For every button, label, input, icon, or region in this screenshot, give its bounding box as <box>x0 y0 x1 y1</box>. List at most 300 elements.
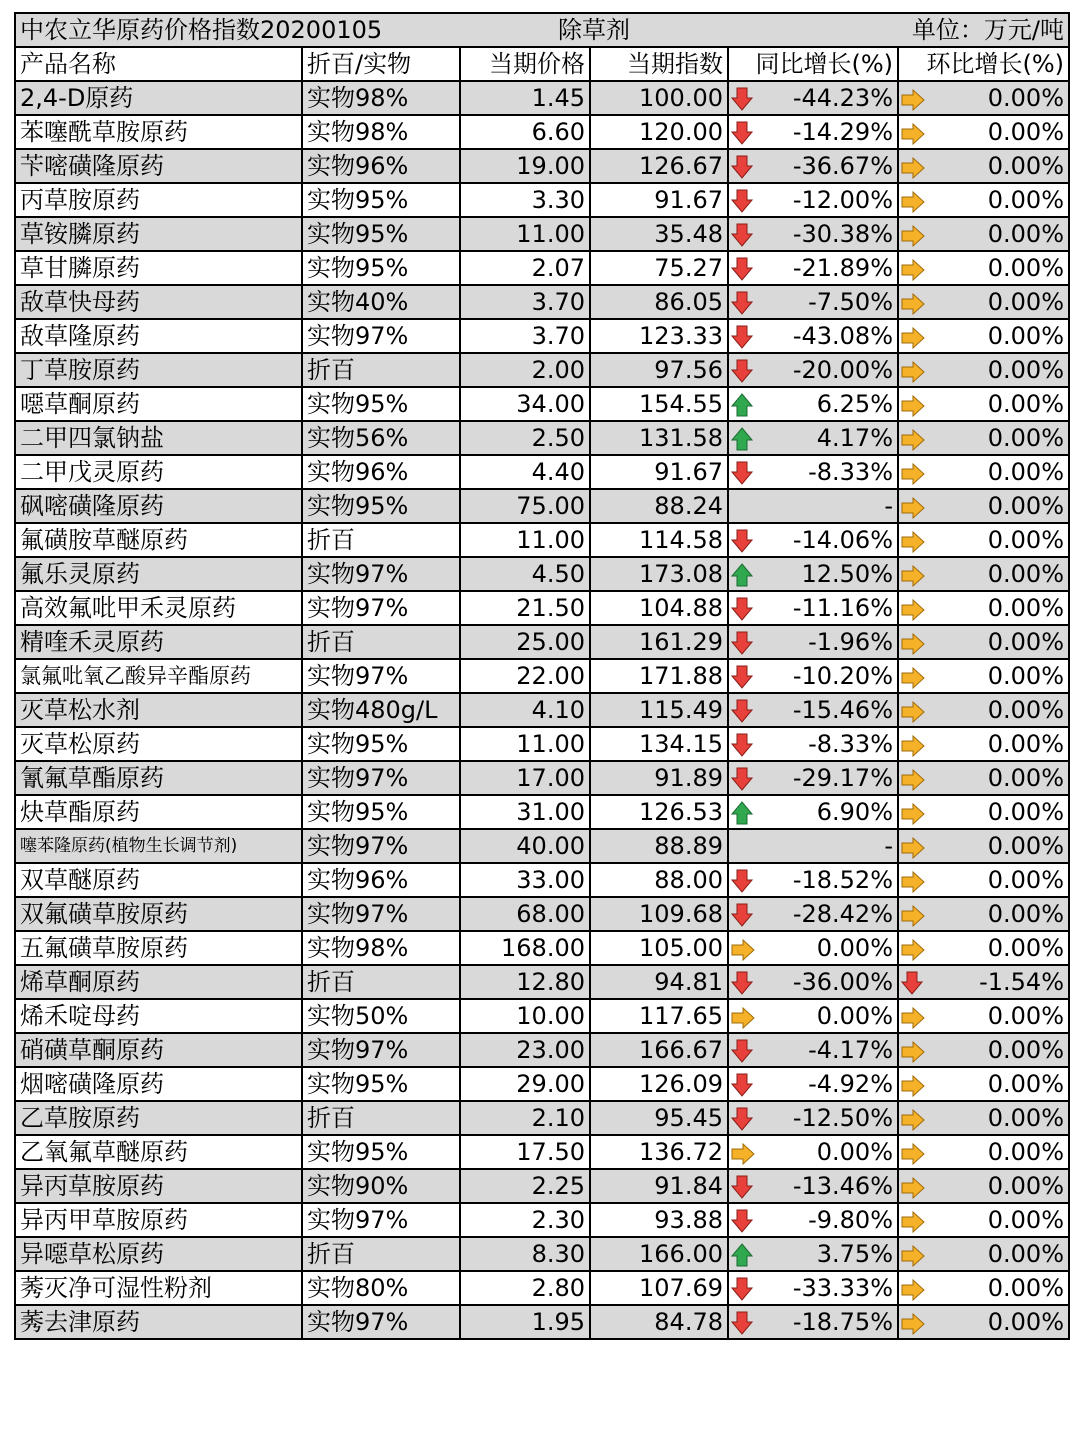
index-cell: 75.27 <box>590 251 728 285</box>
product-name-cell: 氟磺胺草醚原药 <box>15 523 302 557</box>
right-arrow-icon <box>901 903 923 927</box>
mom-cell <box>898 829 1069 863</box>
spec-cell: 实物98% <box>302 81 460 115</box>
yoy-cell <box>728 387 898 421</box>
right-arrow-icon <box>901 699 923 723</box>
right-arrow-icon <box>901 495 923 519</box>
mom-cell <box>898 693 1069 727</box>
product-name-cell: 异丙甲草胺原药 <box>15 1203 302 1237</box>
table-row <box>15 217 1069 251</box>
product-name-cell: 噁草酮原药 <box>15 387 302 421</box>
yoy-cell <box>728 965 898 999</box>
yoy-value: -9.80% <box>808 1206 893 1234</box>
mom-cell <box>898 591 1069 625</box>
mom-cell <box>898 1101 1069 1135</box>
down-arrow-icon <box>731 699 753 723</box>
mom-value: 0.00% <box>987 730 1064 758</box>
table-row <box>15 727 1069 761</box>
yoy-value: 0.00% <box>816 1002 893 1030</box>
up-arrow-icon <box>731 801 753 825</box>
mom-value: 0.00% <box>987 288 1064 316</box>
price-cell: 1.95 <box>460 1305 590 1339</box>
header-spec: 折百/实物 <box>302 47 460 81</box>
table-row <box>15 659 1069 693</box>
unit-label: 单位：万元/吨 <box>728 13 1069 47</box>
right-arrow-icon <box>901 1243 923 1267</box>
right-arrow-icon <box>901 155 923 179</box>
spec-cell: 实物95% <box>302 1135 460 1169</box>
index-cell: 131.58 <box>590 421 728 455</box>
yoy-value: -14.06% <box>792 526 893 554</box>
price-index-table <box>14 12 1070 1340</box>
yoy-cell <box>728 999 898 1033</box>
mom-cell <box>898 149 1069 183</box>
yoy-value: -29.17% <box>792 764 893 792</box>
mom-cell <box>898 421 1069 455</box>
table-row <box>15 1169 1069 1203</box>
index-cell: 126.67 <box>590 149 728 183</box>
yoy-value: -21.89% <box>792 254 893 282</box>
index-cell: 93.88 <box>590 1203 728 1237</box>
mom-value: 0.00% <box>987 1070 1064 1098</box>
index-cell: 126.09 <box>590 1067 728 1101</box>
right-arrow-icon <box>901 1175 923 1199</box>
yoy-value: 4.17% <box>816 424 893 452</box>
down-arrow-icon <box>731 733 753 757</box>
mom-cell <box>898 1305 1069 1339</box>
table-row <box>15 523 1069 557</box>
yoy-value: 6.90% <box>816 798 893 826</box>
mom-cell <box>898 727 1069 761</box>
down-arrow-icon <box>731 631 753 655</box>
yoy-value: -15.46% <box>792 696 893 724</box>
mom-value: 0.00% <box>987 84 1064 112</box>
down-arrow-icon <box>731 1175 753 1199</box>
mom-cell <box>898 625 1069 659</box>
yoy-cell <box>728 455 898 489</box>
product-name-cell: 噻苯隆原药(植物生长调节剂) <box>15 829 302 863</box>
right-arrow-icon <box>901 325 923 349</box>
table-row <box>15 1237 1069 1271</box>
down-arrow-icon <box>731 325 753 349</box>
product-name-cell: 双草醚原药 <box>15 863 302 897</box>
header-price: 当期价格 <box>460 47 590 81</box>
price-index-sheet <box>14 12 1068 1340</box>
table-row <box>15 795 1069 829</box>
mom-cell <box>898 285 1069 319</box>
price-cell: 68.00 <box>460 897 590 931</box>
yoy-value: -7.50% <box>808 288 893 316</box>
product-name-cell: 灭草松水剂 <box>15 693 302 727</box>
index-cell: 91.89 <box>590 761 728 795</box>
spec-cell: 实物95% <box>302 217 460 251</box>
down-arrow-icon <box>731 903 753 927</box>
price-cell: 34.00 <box>460 387 590 421</box>
index-cell: 97.56 <box>590 353 728 387</box>
yoy-value: 0.00% <box>816 934 893 962</box>
index-cell: 166.67 <box>590 1033 728 1067</box>
down-arrow-icon <box>731 1209 753 1233</box>
yoy-value: -14.29% <box>792 118 893 146</box>
yoy-cell <box>728 421 898 455</box>
index-cell: 88.00 <box>590 863 728 897</box>
mom-value: 0.00% <box>987 152 1064 180</box>
mom-value: 0.00% <box>987 118 1064 146</box>
index-cell: 107.69 <box>590 1271 728 1305</box>
header-row <box>15 47 1069 81</box>
price-cell: 3.70 <box>460 285 590 319</box>
index-cell: 95.45 <box>590 1101 728 1135</box>
title-row <box>15 13 1069 47</box>
table-row <box>15 1203 1069 1237</box>
mom-cell <box>898 1169 1069 1203</box>
table-row <box>15 557 1069 591</box>
right-arrow-icon <box>901 1277 923 1301</box>
spec-cell: 折百 <box>302 353 460 387</box>
mom-value: 0.00% <box>987 662 1064 690</box>
header-product-name: 产品名称 <box>15 47 302 81</box>
mom-cell <box>898 353 1069 387</box>
spec-cell: 实物95% <box>302 183 460 217</box>
price-cell: 25.00 <box>460 625 590 659</box>
product-name-cell: 硝磺草酮原药 <box>15 1033 302 1067</box>
yoy-value: -28.42% <box>792 900 893 928</box>
table-body <box>15 13 1069 1339</box>
table-row <box>15 897 1069 931</box>
right-arrow-icon <box>901 1141 923 1165</box>
price-cell: 75.00 <box>460 489 590 523</box>
price-cell: 12.80 <box>460 965 590 999</box>
mom-value: 0.00% <box>987 832 1064 860</box>
spec-cell: 实物97% <box>302 1203 460 1237</box>
product-name-cell: 二甲戊灵原药 <box>15 455 302 489</box>
right-arrow-icon <box>901 393 923 417</box>
mom-value: 0.00% <box>987 186 1064 214</box>
yoy-cell <box>728 557 898 591</box>
table-row <box>15 693 1069 727</box>
table-row <box>15 1135 1069 1169</box>
mom-value: 0.00% <box>987 424 1064 452</box>
product-name-cell: 五氟磺草胺原药 <box>15 931 302 965</box>
spec-cell: 实物97% <box>302 761 460 795</box>
price-cell: 2.80 <box>460 1271 590 1305</box>
right-arrow-icon <box>901 189 923 213</box>
mom-cell <box>898 999 1069 1033</box>
product-name-cell: 异丙草胺原药 <box>15 1169 302 1203</box>
spec-cell: 实物80% <box>302 1271 460 1305</box>
spec-cell: 实物97% <box>302 591 460 625</box>
yoy-cell <box>728 897 898 931</box>
down-arrow-icon <box>731 767 753 791</box>
mom-cell <box>898 523 1069 557</box>
yoy-value: - <box>884 832 893 860</box>
table-row <box>15 1305 1069 1339</box>
price-cell: 17.00 <box>460 761 590 795</box>
table-row <box>15 1101 1069 1135</box>
mom-cell <box>898 863 1069 897</box>
yoy-value: 0.00% <box>816 1138 893 1166</box>
yoy-cell <box>728 1169 898 1203</box>
spec-cell: 折百 <box>302 523 460 557</box>
yoy-cell <box>728 81 898 115</box>
yoy-cell <box>728 319 898 353</box>
spec-cell: 实物97% <box>302 1033 460 1067</box>
index-cell: 91.67 <box>590 455 728 489</box>
mom-cell <box>898 115 1069 149</box>
index-cell: 88.89 <box>590 829 728 863</box>
table-row <box>15 455 1069 489</box>
yoy-cell <box>728 795 898 829</box>
spec-cell: 实物97% <box>302 319 460 353</box>
header-index: 当期指数 <box>590 47 728 81</box>
spec-cell: 折百 <box>302 1101 460 1135</box>
mom-value: 0.00% <box>987 1240 1064 1268</box>
mom-cell <box>898 217 1069 251</box>
mom-value: 0.00% <box>987 696 1064 724</box>
down-arrow-icon <box>731 189 753 213</box>
product-name-cell: 烟嘧磺隆原药 <box>15 1067 302 1101</box>
down-arrow-icon <box>731 1277 753 1301</box>
price-cell: 40.00 <box>460 829 590 863</box>
mom-cell <box>898 897 1069 931</box>
spec-cell: 实物95% <box>302 795 460 829</box>
yoy-value: -30.38% <box>792 220 893 248</box>
table-row <box>15 81 1069 115</box>
product-name-cell: 砜嘧磺隆原药 <box>15 489 302 523</box>
mom-cell <box>898 1067 1069 1101</box>
down-arrow-icon <box>731 1311 753 1335</box>
yoy-cell <box>728 1033 898 1067</box>
yoy-value: 3.75% <box>816 1240 893 1268</box>
right-arrow-icon <box>901 801 923 825</box>
mom-cell <box>898 81 1069 115</box>
index-cell: 126.53 <box>590 795 728 829</box>
product-name-cell: 莠灭净可湿性粉剂 <box>15 1271 302 1305</box>
yoy-cell <box>728 1237 898 1271</box>
mom-cell <box>898 455 1069 489</box>
mom-cell <box>898 489 1069 523</box>
price-cell: 29.00 <box>460 1067 590 1101</box>
header-yoy: 同比增长(%) <box>728 47 898 81</box>
mom-value: 0.00% <box>987 1138 1064 1166</box>
right-arrow-icon <box>901 427 923 451</box>
price-cell: 2.07 <box>460 251 590 285</box>
index-cell: 105.00 <box>590 931 728 965</box>
product-name-cell: 草铵膦原药 <box>15 217 302 251</box>
yoy-cell <box>728 1271 898 1305</box>
mom-value: 0.00% <box>987 1172 1064 1200</box>
right-arrow-icon <box>901 1005 923 1029</box>
product-name-cell: 苯噻酰草胺原药 <box>15 115 302 149</box>
down-arrow-icon <box>731 155 753 179</box>
product-name-cell: 草甘膦原药 <box>15 251 302 285</box>
table-row <box>15 863 1069 897</box>
yoy-cell <box>728 183 898 217</box>
right-arrow-icon <box>901 835 923 859</box>
yoy-value: - <box>884 492 893 520</box>
table-row <box>15 353 1069 387</box>
product-name-cell: 精喹禾灵原药 <box>15 625 302 659</box>
product-name-cell: 二甲四氯钠盐 <box>15 421 302 455</box>
spec-cell: 实物96% <box>302 149 460 183</box>
price-cell: 11.00 <box>460 217 590 251</box>
down-arrow-icon <box>731 665 753 689</box>
down-arrow-icon <box>731 87 753 111</box>
yoy-value: -12.50% <box>792 1104 893 1132</box>
index-cell: 134.15 <box>590 727 728 761</box>
right-arrow-icon <box>731 937 753 961</box>
table-row <box>15 591 1069 625</box>
mom-cell <box>898 1203 1069 1237</box>
product-name-cell: 苄嘧磺隆原药 <box>15 149 302 183</box>
yoy-cell <box>728 625 898 659</box>
spec-cell: 实物480g/L <box>302 693 460 727</box>
spec-cell: 实物96% <box>302 863 460 897</box>
yoy-value: -20.00% <box>792 356 893 384</box>
mom-value: 0.00% <box>987 458 1064 486</box>
table-row <box>15 115 1069 149</box>
down-arrow-icon <box>731 291 753 315</box>
yoy-cell <box>728 727 898 761</box>
table-row <box>15 965 1069 999</box>
right-arrow-icon <box>901 733 923 757</box>
price-cell: 17.50 <box>460 1135 590 1169</box>
right-arrow-icon <box>901 291 923 315</box>
table-row <box>15 999 1069 1033</box>
spec-cell: 实物96% <box>302 455 460 489</box>
yoy-cell <box>728 761 898 795</box>
mom-cell <box>898 965 1069 999</box>
index-cell: 136.72 <box>590 1135 728 1169</box>
index-cell: 86.05 <box>590 285 728 319</box>
mom-cell <box>898 659 1069 693</box>
mom-cell <box>898 1271 1069 1305</box>
mom-cell <box>898 557 1069 591</box>
yoy-cell <box>728 149 898 183</box>
down-arrow-icon <box>731 1107 753 1131</box>
right-arrow-icon <box>901 1209 923 1233</box>
product-name-cell: 乙氧氟草醚原药 <box>15 1135 302 1169</box>
mom-value: 0.00% <box>987 526 1064 554</box>
right-arrow-icon <box>901 223 923 247</box>
right-arrow-icon <box>901 257 923 281</box>
index-cell: 94.81 <box>590 965 728 999</box>
price-cell: 23.00 <box>460 1033 590 1067</box>
spec-cell: 实物50% <box>302 999 460 1033</box>
mom-value: 0.00% <box>987 866 1064 894</box>
mom-cell <box>898 1033 1069 1067</box>
yoy-cell <box>728 523 898 557</box>
yoy-cell <box>728 931 898 965</box>
right-arrow-icon <box>731 1005 753 1029</box>
right-arrow-icon <box>731 1141 753 1165</box>
index-cell: 35.48 <box>590 217 728 251</box>
mom-value: 0.00% <box>987 254 1064 282</box>
index-cell: 154.55 <box>590 387 728 421</box>
yoy-cell <box>728 1067 898 1101</box>
price-cell: 2.25 <box>460 1169 590 1203</box>
down-arrow-icon <box>731 257 753 281</box>
table-row <box>15 761 1069 795</box>
yoy-value: -1.96% <box>808 628 893 656</box>
yoy-value: -44.23% <box>792 84 893 112</box>
table-row <box>15 489 1069 523</box>
price-cell: 11.00 <box>460 727 590 761</box>
price-cell: 2.30 <box>460 1203 590 1237</box>
yoy-cell <box>728 591 898 625</box>
price-cell: 11.00 <box>460 523 590 557</box>
product-name-cell: 敌草隆原药 <box>15 319 302 353</box>
mom-value: 0.00% <box>987 594 1064 622</box>
price-cell: 168.00 <box>460 931 590 965</box>
price-cell: 33.00 <box>460 863 590 897</box>
index-cell: 161.29 <box>590 625 728 659</box>
product-name-cell: 灭草松原药 <box>15 727 302 761</box>
down-arrow-icon <box>731 971 753 995</box>
yoy-value: -8.33% <box>808 730 893 758</box>
mom-value: 0.00% <box>987 1036 1064 1064</box>
yoy-value: -13.46% <box>792 1172 893 1200</box>
mom-value: 0.00% <box>987 1308 1064 1336</box>
price-cell: 2.10 <box>460 1101 590 1135</box>
product-name-cell: 丙草胺原药 <box>15 183 302 217</box>
index-cell: 91.67 <box>590 183 728 217</box>
right-arrow-icon <box>901 529 923 553</box>
yoy-cell <box>728 863 898 897</box>
table-row <box>15 829 1069 863</box>
spec-cell: 实物90% <box>302 1169 460 1203</box>
yoy-value: -8.33% <box>808 458 893 486</box>
down-arrow-icon <box>731 1039 753 1063</box>
product-name-cell: 炔草酯原药 <box>15 795 302 829</box>
yoy-cell <box>728 285 898 319</box>
spec-cell: 实物95% <box>302 489 460 523</box>
mom-value: 0.00% <box>987 798 1064 826</box>
yoy-value: 12.50% <box>801 560 893 588</box>
product-name-cell: 丁草胺原药 <box>15 353 302 387</box>
mom-value: 0.00% <box>987 1002 1064 1030</box>
mom-value: 0.00% <box>987 1104 1064 1132</box>
yoy-cell <box>728 489 898 523</box>
mom-cell <box>898 795 1069 829</box>
up-arrow-icon <box>731 563 753 587</box>
price-cell: 4.40 <box>460 455 590 489</box>
index-cell: 171.88 <box>590 659 728 693</box>
product-name-cell: 氟乐灵原药 <box>15 557 302 591</box>
yoy-cell <box>728 1305 898 1339</box>
index-cell: 173.08 <box>590 557 728 591</box>
right-arrow-icon <box>901 937 923 961</box>
header-mom: 环比增长(%) <box>898 47 1069 81</box>
mom-value: 0.00% <box>987 628 1064 656</box>
up-arrow-icon <box>731 1243 753 1267</box>
mom-cell <box>898 387 1069 421</box>
index-cell: 120.00 <box>590 115 728 149</box>
category-title: 除草剂 <box>460 13 728 47</box>
price-cell: 8.30 <box>460 1237 590 1271</box>
product-name-cell: 高效氟吡甲禾灵原药 <box>15 591 302 625</box>
mom-cell <box>898 1237 1069 1271</box>
index-cell: 123.33 <box>590 319 728 353</box>
spec-cell: 实物97% <box>302 659 460 693</box>
table-row <box>15 285 1069 319</box>
price-cell: 6.60 <box>460 115 590 149</box>
price-cell: 19.00 <box>460 149 590 183</box>
down-arrow-icon <box>901 971 923 995</box>
price-cell: 2.50 <box>460 421 590 455</box>
product-name-cell: 莠去津原药 <box>15 1305 302 1339</box>
index-cell: 166.00 <box>590 1237 728 1271</box>
